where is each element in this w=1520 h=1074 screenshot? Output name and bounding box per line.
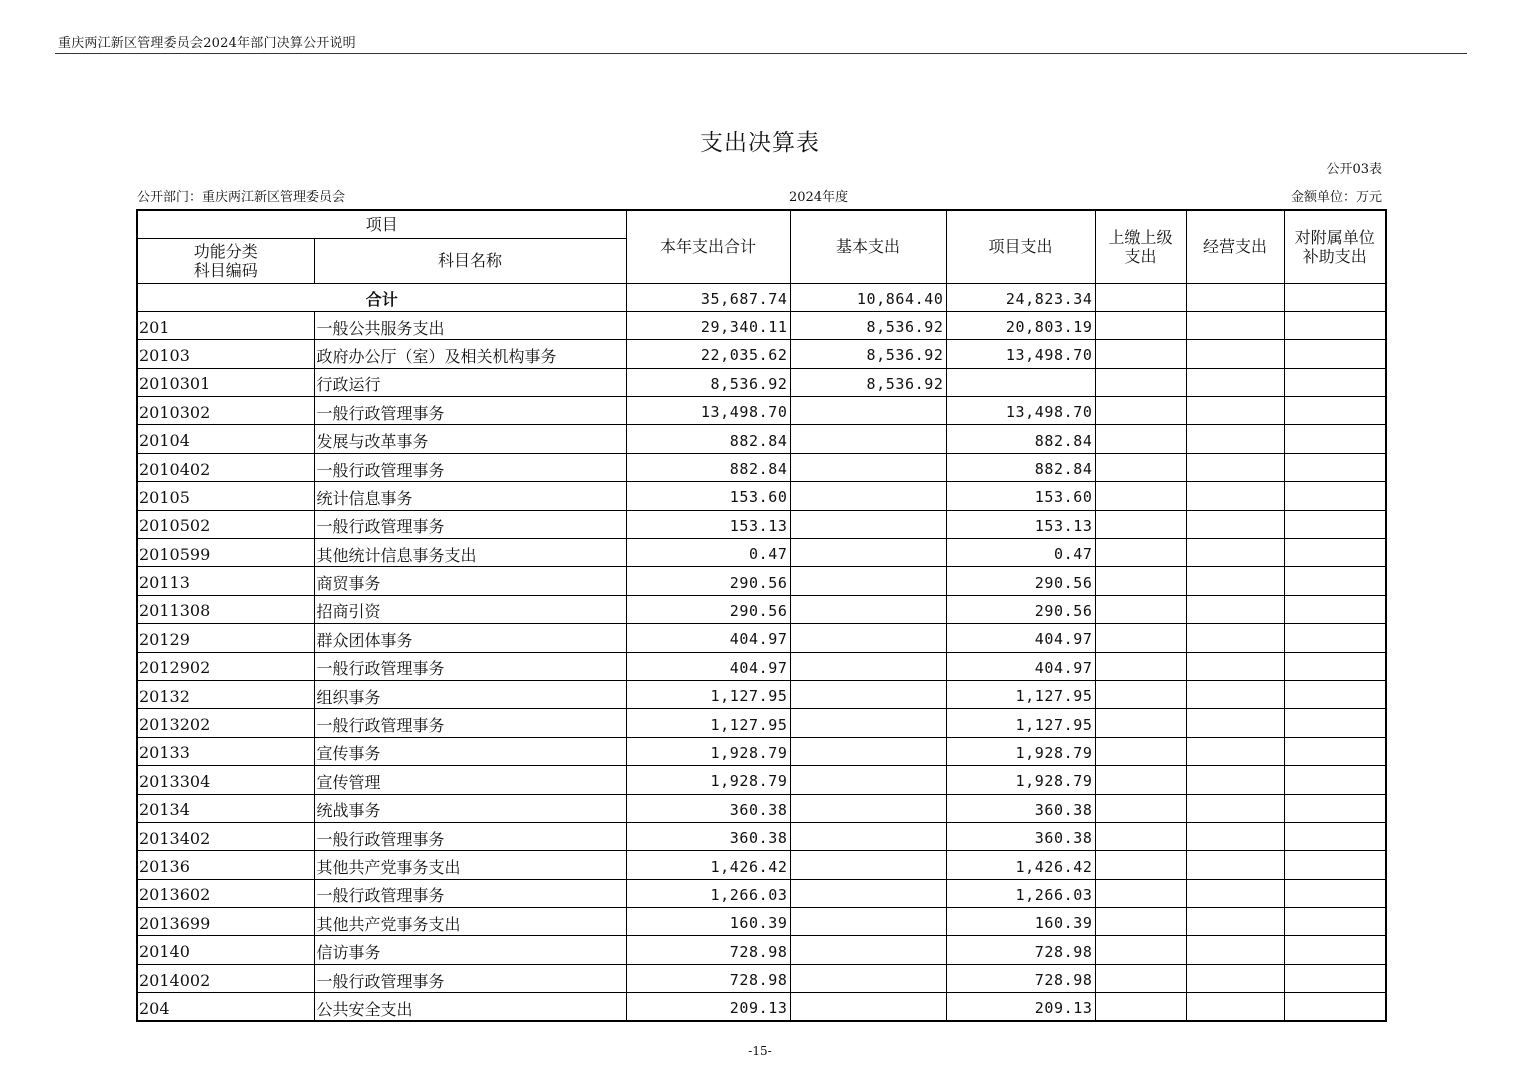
- cell-subject-name: 信访事务: [314, 936, 626, 964]
- table-row: [137, 851, 1386, 879]
- cell-subsidy: [1284, 340, 1386, 368]
- cell-subsidy: [1284, 368, 1386, 396]
- total-cell-total: 35,687.74: [626, 283, 790, 311]
- cell-code: 2013304: [137, 766, 314, 794]
- cell-subsidy: [1284, 510, 1386, 538]
- table-row: [137, 567, 1386, 595]
- cell-code: 201: [137, 311, 314, 339]
- cell-business: [1186, 709, 1284, 737]
- cell-subsidy: [1284, 397, 1386, 425]
- cell-turn-in: [1095, 397, 1186, 425]
- table-row: [137, 453, 1386, 481]
- department-label: 公开部门：重庆两江新区管理委员会: [137, 190, 346, 205]
- cell-subject-name: 商贸事务: [314, 567, 626, 595]
- cell-subsidy: [1284, 822, 1386, 850]
- cell-business: [1186, 822, 1284, 850]
- cell-subsidy: [1284, 680, 1386, 708]
- header-basic: 基本支出: [790, 210, 946, 283]
- total-label: 合计: [137, 283, 626, 311]
- cell-total: 1,266.03: [626, 879, 790, 907]
- cell-business: [1186, 482, 1284, 510]
- cell-business: [1186, 510, 1284, 538]
- cell-total: 13,498.70: [626, 397, 790, 425]
- cell-code: 2010402: [137, 453, 314, 481]
- cell-project: 360.38: [946, 822, 1095, 850]
- table-row: [137, 822, 1386, 850]
- cell-total: 153.13: [626, 510, 790, 538]
- cell-business: [1186, 766, 1284, 794]
- cell-project: 0.47: [946, 539, 1095, 567]
- cell-code: 20103: [137, 340, 314, 368]
- cell-code: 20113: [137, 567, 314, 595]
- cell-total: 22,035.62: [626, 340, 790, 368]
- cell-code: 2013699: [137, 908, 314, 936]
- header-rule: [55, 53, 1467, 54]
- cell-basic: [790, 766, 946, 794]
- table-header: [137, 210, 1386, 283]
- cell-basic: [790, 936, 946, 964]
- cell-turn-in: [1095, 908, 1186, 936]
- cell-business: [1186, 680, 1284, 708]
- cell-subsidy: [1284, 964, 1386, 992]
- cell-code: 20134: [137, 794, 314, 822]
- header-project: 项目支出: [946, 210, 1095, 283]
- header-subsidy-line1: 对附属单位: [1294, 227, 1375, 247]
- cell-basic: [790, 993, 946, 1021]
- table-id: 公开03表: [1326, 162, 1382, 177]
- cell-subject-name: 招商引资: [314, 595, 626, 623]
- table-row: [137, 737, 1386, 765]
- cell-project: 360.38: [946, 794, 1095, 822]
- cell-turn-in: [1095, 652, 1186, 680]
- table-row: [137, 482, 1386, 510]
- cell-subsidy: [1284, 993, 1386, 1021]
- meta-row: [137, 186, 1382, 204]
- cell-total: 360.38: [626, 794, 790, 822]
- cell-business: [1186, 340, 1284, 368]
- cell-basic: [790, 425, 946, 453]
- total-cell-subsidy: [1284, 283, 1386, 311]
- cell-project: 404.97: [946, 652, 1095, 680]
- cell-project: 728.98: [946, 936, 1095, 964]
- page-number: -15-: [748, 1044, 772, 1058]
- cell-turn-in: [1095, 482, 1186, 510]
- cell-basic: [790, 879, 946, 907]
- table-row: [137, 680, 1386, 708]
- cell-subject-name: 其他统计信息事务支出: [314, 539, 626, 567]
- cell-subject-name: 统计信息事务: [314, 482, 626, 510]
- cell-turn-in: [1095, 425, 1186, 453]
- table-row: [137, 595, 1386, 623]
- cell-code: 20129: [137, 624, 314, 652]
- cell-basic: [790, 482, 946, 510]
- cell-subject-name: 群众团体事务: [314, 624, 626, 652]
- cell-total: 290.56: [626, 595, 790, 623]
- cell-total: 160.39: [626, 908, 790, 936]
- cell-subsidy: [1284, 539, 1386, 567]
- cell-subject-name: 其他共产党事务支出: [314, 851, 626, 879]
- cell-code: 2013402: [137, 822, 314, 850]
- cell-code: 2012902: [137, 652, 314, 680]
- cell-business: [1186, 624, 1284, 652]
- cell-total: 360.38: [626, 822, 790, 850]
- total-cell-business: [1186, 283, 1284, 311]
- cell-total: 1,127.95: [626, 709, 790, 737]
- cell-basic: [790, 822, 946, 850]
- cell-subject-name: 宣传事务: [314, 737, 626, 765]
- header-business: 经营支出: [1186, 210, 1284, 283]
- cell-total: 1,127.95: [626, 680, 790, 708]
- cell-basic: [790, 453, 946, 481]
- cell-subject-name: 公共安全支出: [314, 993, 626, 1021]
- cell-code: 20105: [137, 482, 314, 510]
- cell-code: 20104: [137, 425, 314, 453]
- cell-subject-name: 一般公共服务支出: [314, 311, 626, 339]
- header-turn-in-line2: 支出: [1124, 246, 1157, 266]
- header-func-code: [137, 238, 314, 283]
- cell-turn-in: [1095, 794, 1186, 822]
- cell-subject-name: 一般行政管理事务: [314, 709, 626, 737]
- cell-business: [1186, 851, 1284, 879]
- cell-turn-in: [1095, 766, 1186, 794]
- cell-basic: 8,536.92: [790, 340, 946, 368]
- cell-turn-in: [1095, 851, 1186, 879]
- cell-turn-in: [1095, 680, 1186, 708]
- cell-business: [1186, 539, 1284, 567]
- cell-total: 1,426.42: [626, 851, 790, 879]
- cell-project: 1,127.95: [946, 709, 1095, 737]
- header-turn-in: [1095, 210, 1186, 283]
- cell-total: 290.56: [626, 567, 790, 595]
- cell-total: 1,928.79: [626, 737, 790, 765]
- cell-subsidy: [1284, 794, 1386, 822]
- cell-subject-name: 统战事务: [314, 794, 626, 822]
- cell-total: 209.13: [626, 993, 790, 1021]
- cell-business: [1186, 595, 1284, 623]
- cell-code: 2011308: [137, 595, 314, 623]
- cell-turn-in: [1095, 936, 1186, 964]
- cell-code: 20140: [137, 936, 314, 964]
- cell-project: 160.39: [946, 908, 1095, 936]
- cell-project: 728.98: [946, 964, 1095, 992]
- cell-total: 882.84: [626, 425, 790, 453]
- cell-total: 1,928.79: [626, 766, 790, 794]
- cell-business: [1186, 879, 1284, 907]
- table-row: [137, 311, 1386, 339]
- header-subsidy-line2: 补助支出: [1302, 246, 1367, 266]
- cell-basic: [790, 510, 946, 538]
- cell-basic: [790, 624, 946, 652]
- expenditure-table: [136, 209, 1387, 1022]
- cell-code: 2010502: [137, 510, 314, 538]
- header-subject-name: 科目名称: [314, 238, 626, 283]
- cell-subsidy: [1284, 879, 1386, 907]
- cell-code: 2013202: [137, 709, 314, 737]
- cell-project: 13,498.70: [946, 397, 1095, 425]
- table-body: [137, 283, 1386, 1021]
- cell-project: 1,928.79: [946, 766, 1095, 794]
- cell-code: 2010599: [137, 539, 314, 567]
- cell-basic: [790, 567, 946, 595]
- header-turn-in-line1: 上缴上级: [1108, 227, 1173, 247]
- table-row: [137, 993, 1386, 1021]
- header-subsidy: [1284, 210, 1386, 283]
- cell-subsidy: [1284, 624, 1386, 652]
- cell-project: 20,803.19: [946, 311, 1095, 339]
- cell-basic: [790, 908, 946, 936]
- cell-subject-name: 其他共产党事务支出: [314, 908, 626, 936]
- cell-total: 29,340.11: [626, 311, 790, 339]
- table-row: [137, 964, 1386, 992]
- cell-basic: [790, 539, 946, 567]
- table-row: [137, 368, 1386, 396]
- cell-project: 290.56: [946, 567, 1095, 595]
- total-cell-turn-in: [1095, 283, 1186, 311]
- cell-business: [1186, 794, 1284, 822]
- table-row: [137, 624, 1386, 652]
- cell-turn-in: [1095, 311, 1186, 339]
- running-header: 重庆两江新区管理委员会2024年部门决算公开说明: [58, 36, 356, 51]
- header-item: 项目: [137, 210, 626, 238]
- cell-subject-name: 一般行政管理事务: [314, 453, 626, 481]
- cell-basic: 8,536.92: [790, 368, 946, 396]
- cell-turn-in: [1095, 340, 1186, 368]
- cell-subject-name: 宣传管理: [314, 766, 626, 794]
- cell-business: [1186, 453, 1284, 481]
- cell-project: 1,928.79: [946, 737, 1095, 765]
- cell-turn-in: [1095, 709, 1186, 737]
- cell-subject-name: 一般行政管理事务: [314, 510, 626, 538]
- cell-business: [1186, 964, 1284, 992]
- cell-subject-name: 一般行政管理事务: [314, 822, 626, 850]
- table-row: [137, 397, 1386, 425]
- cell-code: 2010301: [137, 368, 314, 396]
- cell-basic: [790, 595, 946, 623]
- cell-business: [1186, 397, 1284, 425]
- cell-project: 209.13: [946, 993, 1095, 1021]
- cell-basic: [790, 737, 946, 765]
- cell-project: 153.60: [946, 482, 1095, 510]
- cell-subject-name: 一般行政管理事务: [314, 397, 626, 425]
- cell-total: 728.98: [626, 936, 790, 964]
- cell-project: 882.84: [946, 425, 1095, 453]
- cell-turn-in: [1095, 993, 1186, 1021]
- cell-code: 2010302: [137, 397, 314, 425]
- cell-subsidy: [1284, 482, 1386, 510]
- cell-business: [1186, 311, 1284, 339]
- cell-basic: [790, 964, 946, 992]
- table-row: [137, 652, 1386, 680]
- cell-basic: [790, 680, 946, 708]
- cell-total: 153.60: [626, 482, 790, 510]
- cell-subject-name: 组织事务: [314, 680, 626, 708]
- total-cell-basic: 10,864.40: [790, 283, 946, 311]
- cell-subject-name: 一般行政管理事务: [314, 652, 626, 680]
- cell-project: 13,498.70: [946, 340, 1095, 368]
- cell-code: 2014002: [137, 964, 314, 992]
- cell-turn-in: [1095, 879, 1186, 907]
- cell-business: [1186, 567, 1284, 595]
- header-func-code-line2: 科目编码: [193, 260, 258, 280]
- cell-turn-in: [1095, 453, 1186, 481]
- table-row: [137, 340, 1386, 368]
- cell-total: 8,536.92: [626, 368, 790, 396]
- cell-basic: 8,536.92: [790, 311, 946, 339]
- cell-basic: [790, 794, 946, 822]
- table-row: [137, 425, 1386, 453]
- cell-subsidy: [1284, 851, 1386, 879]
- table-row: [137, 766, 1386, 794]
- cell-turn-in: [1095, 539, 1186, 567]
- cell-code: 20136: [137, 851, 314, 879]
- table-row: [137, 879, 1386, 907]
- cell-subsidy: [1284, 766, 1386, 794]
- total-cell-project: 24,823.34: [946, 283, 1095, 311]
- cell-subsidy: [1284, 652, 1386, 680]
- cell-turn-in: [1095, 624, 1186, 652]
- header-func-code-line1: 功能分类: [193, 241, 258, 261]
- cell-project: 404.97: [946, 624, 1095, 652]
- cell-business: [1186, 425, 1284, 453]
- cell-turn-in: [1095, 822, 1186, 850]
- cell-project: [946, 368, 1095, 396]
- cell-subsidy: [1284, 936, 1386, 964]
- table-row: [137, 908, 1386, 936]
- cell-total: 882.84: [626, 453, 790, 481]
- table-row: [137, 709, 1386, 737]
- cell-subsidy: [1284, 595, 1386, 623]
- cell-total: 0.47: [626, 539, 790, 567]
- cell-project: 882.84: [946, 453, 1095, 481]
- cell-turn-in: [1095, 567, 1186, 595]
- cell-business: [1186, 737, 1284, 765]
- cell-code: 20132: [137, 680, 314, 708]
- cell-code: 20133: [137, 737, 314, 765]
- cell-subject-name: 一般行政管理事务: [314, 964, 626, 992]
- cell-project: 1,127.95: [946, 680, 1095, 708]
- cell-subject-name: 行政运行: [314, 368, 626, 396]
- cell-subsidy: [1284, 425, 1386, 453]
- cell-subsidy: [1284, 567, 1386, 595]
- cell-basic: [790, 652, 946, 680]
- cell-subsidy: [1284, 737, 1386, 765]
- table-row: [137, 539, 1386, 567]
- cell-subsidy: [1284, 709, 1386, 737]
- cell-basic: [790, 709, 946, 737]
- currency-unit-label: 金额单位：万元: [1290, 190, 1382, 205]
- cell-subsidy: [1284, 311, 1386, 339]
- cell-business: [1186, 993, 1284, 1021]
- table-row: [137, 510, 1386, 538]
- cell-code: 2013602: [137, 879, 314, 907]
- cell-business: [1186, 936, 1284, 964]
- header-total: 本年支出合计: [626, 210, 790, 283]
- cell-subject-name: 发展与改革事务: [314, 425, 626, 453]
- fiscal-year-label: 2024年度: [789, 190, 849, 205]
- cell-project: 1,426.42: [946, 851, 1095, 879]
- cell-code: 204: [137, 993, 314, 1021]
- cell-turn-in: [1095, 368, 1186, 396]
- cell-business: [1186, 652, 1284, 680]
- table-row: [137, 794, 1386, 822]
- cell-total: 728.98: [626, 964, 790, 992]
- cell-total: 404.97: [626, 652, 790, 680]
- cell-turn-in: [1095, 737, 1186, 765]
- cell-project: 290.56: [946, 595, 1095, 623]
- cell-project: 153.13: [946, 510, 1095, 538]
- cell-total: 404.97: [626, 624, 790, 652]
- cell-subject-name: 政府办公厅（室）及相关机构事务: [314, 340, 626, 368]
- table-row: [137, 936, 1386, 964]
- cell-business: [1186, 908, 1284, 936]
- cell-subject-name: 一般行政管理事务: [314, 879, 626, 907]
- cell-subsidy: [1284, 908, 1386, 936]
- cell-turn-in: [1095, 964, 1186, 992]
- cell-turn-in: [1095, 595, 1186, 623]
- total-row: [137, 283, 1386, 311]
- cell-business: [1186, 368, 1284, 396]
- cell-basic: [790, 851, 946, 879]
- cell-turn-in: [1095, 510, 1186, 538]
- cell-basic: [790, 397, 946, 425]
- document-title: 支出决算表: [700, 130, 820, 156]
- cell-project: 1,266.03: [946, 879, 1095, 907]
- cell-subsidy: [1284, 453, 1386, 481]
